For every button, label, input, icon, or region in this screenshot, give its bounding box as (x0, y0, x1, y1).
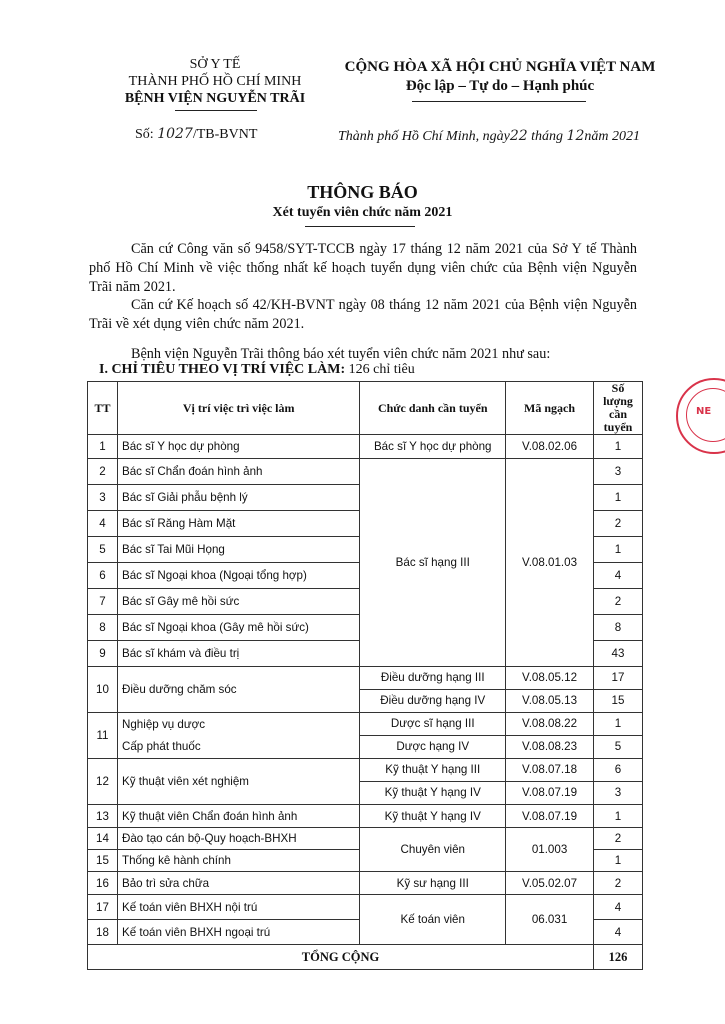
cell-title-specialist-group: Chuyên viên (360, 828, 506, 872)
cell-count-split (594, 759, 643, 805)
header-title: Chức danh cần tuyển (360, 382, 506, 435)
sub-title: Kỹ thuật Y hạng III (385, 763, 481, 776)
table-row (88, 435, 643, 459)
cell-tt: 4 (88, 511, 118, 537)
doc-number-handwritten: 1027 (157, 126, 193, 142)
cell-position: Bảo trì sửa chữa (117, 872, 359, 895)
cell-count: 8 (594, 615, 643, 641)
cell-title-accountant-group: Kế toán viên (360, 895, 506, 945)
table-row (88, 713, 643, 759)
cell-tt: 12 (88, 759, 118, 805)
date-month: 12 (566, 128, 585, 144)
total-count: 126 (594, 945, 643, 970)
cell-position: Kỹ thuật viên xét nghiệm (117, 759, 359, 805)
cell-count: 4 (594, 920, 643, 945)
cell-position-split (117, 713, 359, 759)
cell-position: Điều dưỡng chăm sóc (117, 667, 359, 713)
table-total-row (88, 945, 643, 970)
cell-count: 1 (594, 537, 643, 563)
cell-count: 4 (594, 895, 643, 920)
cell-position: Bác sĩ khám và điều trị (117, 641, 359, 667)
cell-count: 2 (594, 872, 643, 895)
cell-position: Kế toán viên BHXH nội trú (117, 895, 359, 920)
national-title: CỘNG HÒA XÃ HỘI CHỦ NGHĨA VIỆT NAM (344, 59, 656, 75)
recruitment-table (87, 381, 643, 970)
cell-count-split (594, 713, 643, 759)
table-header-row (88, 382, 643, 435)
cell-title-split (360, 713, 506, 759)
cell-position: Kỹ thuật viên Chẩn đoán hình ảnh (117, 805, 359, 828)
sub-position: Nghiệp vụ dược (121, 717, 206, 731)
national-header (330, 58, 670, 96)
cell-position: Bác sĩ Chẩn đoán hình ảnh (117, 459, 359, 485)
header-tt: TT (88, 382, 118, 435)
cell-title-split (360, 667, 506, 713)
date-year: năm 2021 (584, 129, 640, 144)
cell-tt: 7 (88, 589, 118, 615)
sub-code: V.08.05.12 (522, 671, 578, 684)
cell-count: 1 (594, 435, 643, 459)
paragraph-announcement: Bệnh viện Nguyễn Trãi thông báo xét tuyển viên chức năm 2021 như sau: (131, 346, 551, 362)
cell-code: V.08.02.06 (506, 435, 594, 459)
cell-code: V.08.07.19 (506, 805, 594, 828)
national-motto: Độc lập – Tự do – Hạnh phúc (405, 78, 595, 94)
cell-count-split (594, 667, 643, 713)
place-date-prefix: Thành phố Hồ Chí Minh, ngày (337, 129, 510, 144)
sub-count: 17 (611, 671, 625, 684)
sub-code: V.08.07.18 (522, 763, 578, 776)
cell-code-specialist-group: 01.003 (506, 828, 594, 872)
table-row (88, 895, 643, 920)
cell-position: Bác sĩ Tai Mũi Họng (117, 537, 359, 563)
cell-code: V.05.02.07 (506, 872, 594, 895)
cell-tt: 18 (88, 920, 118, 945)
section-heading-label: I. CHỈ TIÊU THEO VỊ TRÍ VIỆC LÀM: (99, 362, 346, 377)
table-row (88, 828, 643, 850)
cell-tt: 2 (88, 459, 118, 485)
cell-position: Thống kê hành chính (117, 850, 359, 872)
sub-count: 5 (594, 735, 642, 758)
cell-position: Đào tạo cán bộ-Quy hoạch-BHXH (117, 828, 359, 850)
cell-tt: 10 (88, 667, 118, 713)
cell-count: 1 (594, 485, 643, 511)
section-heading (99, 362, 415, 378)
agency-line-3: BỆNH VIỆN NGUYỄN TRÃI (124, 91, 306, 106)
cell-count: 43 (594, 641, 643, 667)
paragraph-legal-basis-1: Căn cứ Công văn số 9458/SYT-TCCB ngày 17 tháng 12 năm 2021 của Sở Y tế Thành phố Hồ Chí Minh về việc thống nhất kế hoạch tuyển dụng viên chức của Bệnh viện Nguyễn Trãi năm 2021. (89, 241, 637, 295)
date-day: 22 (509, 128, 528, 144)
sub-code: V.08.08.23 (506, 735, 593, 758)
sub-title: Điều dưỡng hạng III (380, 671, 485, 684)
paragraph-legal-basis-2: Căn cứ Kế hoạch số 42/KH-BVNT ngày 08 tháng 12 năm 2021 của Bệnh viện Nguyễn Trãi về xét dụng viên chức năm 2021. (89, 297, 637, 332)
agency-header (95, 56, 335, 107)
cell-tt: 5 (88, 537, 118, 563)
cell-code-doctor-group: V.08.01.03 (506, 459, 594, 667)
stamp-text: NE (696, 406, 712, 417)
agency-line-1: SỞ Y TẾ (189, 57, 241, 72)
cell-title-doctor-group: Bác sĩ hạng III (360, 459, 506, 667)
header-code: Mã ngạch (506, 382, 594, 435)
sub-position: Cấp phát thuốc (121, 739, 201, 753)
total-label: TỔNG CỘNG (88, 945, 594, 970)
cell-tt: 6 (88, 563, 118, 589)
cell-position: Bác sĩ Giải phẫu bệnh lý (117, 485, 359, 511)
cell-count: 2 (594, 589, 643, 615)
cell-code-split (506, 667, 594, 713)
place-date (330, 128, 640, 145)
doc-number-suffix: /TB-BVNT (192, 127, 258, 142)
cell-tt: 17 (88, 895, 118, 920)
cell-title: Bác sĩ Y học dự phòng (360, 435, 506, 459)
cell-tt: 1 (88, 435, 118, 459)
cell-position: Bác sĩ Ngoại khoa (Ngoại tổng hợp) (117, 563, 359, 589)
motto-underline (412, 101, 586, 102)
cell-count: 2 (594, 828, 643, 850)
sub-code: V.08.08.22 (522, 717, 578, 730)
cell-count: 1 (594, 805, 643, 828)
document-subtitle: Xét tuyển viên chức năm 2021 (272, 205, 453, 220)
agency-underline (175, 110, 257, 111)
cell-tt: 13 (88, 805, 118, 828)
cell-position: Bác sĩ Y học dự phòng (117, 435, 359, 459)
sub-count: 6 (614, 763, 622, 776)
sub-title: Dược hạng IV (360, 735, 505, 758)
agency-line-2: THÀNH PHỐ HỒ CHÍ MINH (128, 74, 302, 89)
doc-number-prefix: Số: (135, 127, 154, 142)
cell-tt: 14 (88, 828, 118, 850)
cell-tt: 9 (88, 641, 118, 667)
cell-title-split (360, 759, 506, 805)
sub-count: 15 (594, 689, 642, 712)
document-number (135, 126, 257, 143)
table-row (88, 759, 643, 805)
cell-count: 2 (594, 511, 643, 537)
sub-title: Kỹ thuật Y hạng IV (360, 781, 505, 804)
cell-count: 1 (594, 850, 643, 872)
official-stamp (676, 378, 725, 454)
cell-tt: 16 (88, 872, 118, 895)
cell-title: Kỹ thuật Y hạng IV (360, 805, 506, 828)
sub-title: Điều dưỡng hạng IV (360, 689, 505, 712)
table-row (88, 805, 643, 828)
table-row (88, 872, 643, 895)
sub-code: V.08.05.13 (506, 689, 593, 712)
cell-count: 4 (594, 563, 643, 589)
cell-tt: 8 (88, 615, 118, 641)
cell-title: Kỹ sư hạng III (360, 872, 506, 895)
cell-code-accountant-group: 06.031 (506, 895, 594, 945)
sub-title: Dược sĩ hạng III (390, 717, 475, 730)
sub-code: V.08.07.19 (506, 781, 593, 804)
cell-tt: 15 (88, 850, 118, 872)
cell-position: Bác sĩ Răng Hàm Mặt (117, 511, 359, 537)
cell-position: Bác sĩ Gây mê hồi sức (117, 589, 359, 615)
sub-count: 1 (614, 717, 622, 730)
cell-count: 3 (594, 459, 643, 485)
cell-position: Bác sĩ Ngoại khoa (Gây mê hồi sức) (117, 615, 359, 641)
subtitle-underline (305, 226, 415, 227)
cell-position: Kế toán viên BHXH ngoại trú (117, 920, 359, 945)
header-position: Vị trí việc trì việc làm (117, 382, 359, 435)
table-row (88, 459, 643, 485)
header-count: Số lượng cần tuyển (594, 382, 643, 435)
document-title: THÔNG BÁO (307, 182, 418, 202)
cell-tt: 11 (88, 713, 118, 759)
date-month-label: tháng (531, 129, 564, 144)
cell-tt: 3 (88, 485, 118, 511)
section-quota: 126 chỉ tiêu (348, 362, 415, 377)
sub-count: 3 (594, 781, 642, 804)
cell-code-split (506, 759, 594, 805)
cell-code-split (506, 713, 594, 759)
table-row (88, 667, 643, 713)
